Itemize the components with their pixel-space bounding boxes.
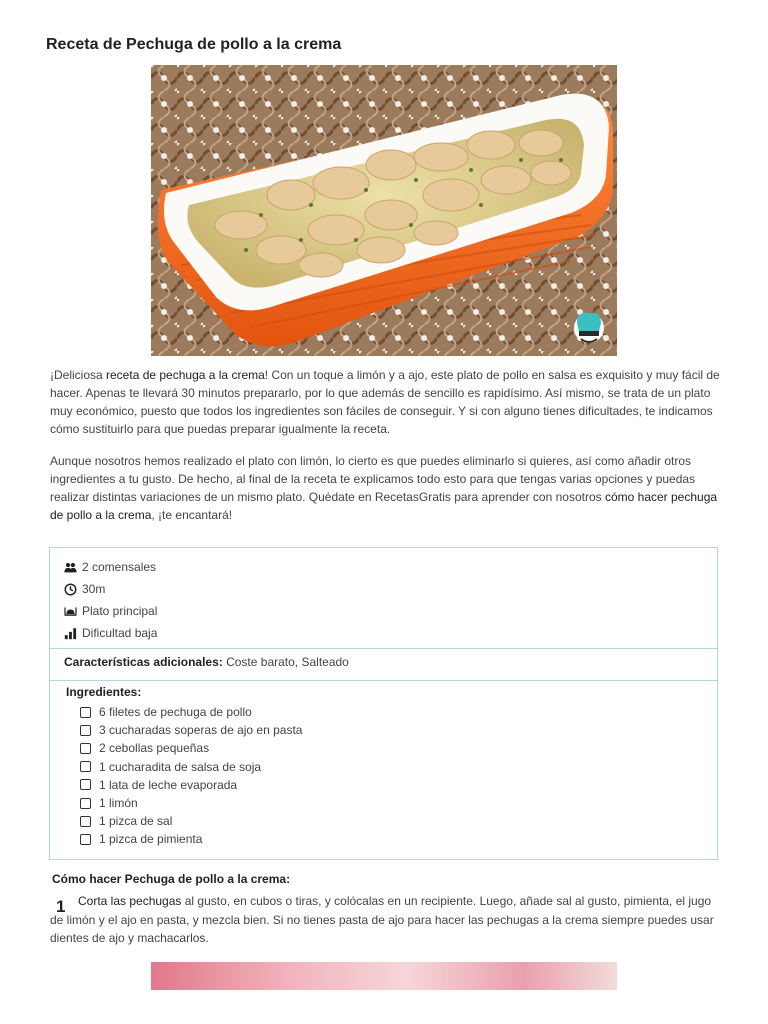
intro-text: ¡Deliciosa <box>50 368 107 382</box>
difficulty-text: Dificultad baja <box>82 626 158 640</box>
how-to-heading: Cómo hacer Pechuga de pollo a la crema: <box>52 872 291 886</box>
ingredient-checkbox[interactable] <box>80 834 91 845</box>
additional-features-value: Coste barato, Salteado <box>226 655 349 669</box>
recipe-info-card <box>49 547 718 860</box>
ingredient-item[interactable] <box>80 739 302 757</box>
ingredient-checkbox[interactable] <box>80 779 91 790</box>
people-icon <box>64 561 77 574</box>
intro-paragraph-1 <box>50 366 720 438</box>
recipe-main-image[interactable] <box>151 65 617 356</box>
meta-category <box>64 600 157 622</box>
category-text: Plato principal <box>82 604 158 618</box>
step-number: 1 <box>56 897 66 916</box>
ingredient-item[interactable] <box>80 794 302 812</box>
additional-features <box>64 655 349 669</box>
ingredient-text: 1 cucharadita de salsa de soja <box>99 759 262 774</box>
intro-text: ! Con un toque a limón y a ajo, este plato de pollo en salsa es exquisito y muy fácil de hacer. Apenas te llevará 30 minutos prepararlo, por lo que además de sencillo es rapidísimo. Así mismo, se trata de un plato muy económico, puesto que todos los ingredientes son fáciles de conseguir. Y si con alguno tienes dificultades, te indicamos cómo sustituirlo para que puedas preparar igualmente la receta. <box>50 368 720 436</box>
ingredient-text: 6 filetes de pechuga de pollo <box>99 705 252 720</box>
ingredient-item[interactable] <box>80 812 302 830</box>
ingredient-text: 1 pizca de pimienta <box>99 832 203 847</box>
how-to-link[interactable]: cómo hacer pechuga de pollo a la crema <box>50 490 718 522</box>
ingredient-text: 1 lata de leche evaporada <box>99 777 238 792</box>
step-1-text <box>50 892 716 948</box>
chef-badge-icon <box>574 313 604 343</box>
card-divider <box>50 680 717 681</box>
meta-time <box>64 578 157 600</box>
meta-servings <box>64 556 157 578</box>
recipe-meta-list <box>64 556 157 644</box>
ingredients-list <box>80 703 302 849</box>
ingredient-checkbox[interactable] <box>80 816 91 827</box>
ingredient-text: 2 cebollas pequeñas <box>99 741 210 756</box>
dish-icon <box>64 605 77 618</box>
dish-illustration <box>151 65 617 356</box>
ingredient-checkbox[interactable] <box>80 725 91 736</box>
meta-difficulty <box>64 622 157 644</box>
additional-features-label: Características adicionales: <box>64 655 223 669</box>
ingredient-checkbox[interactable] <box>80 761 91 772</box>
intro-paragraph-2 <box>50 452 720 524</box>
intro-text: Aunque nosotros hemos realizado el plato con limón, lo cierto es que puedes eliminarlo si quieres, así como añadir otros ingredientes a tu gusto. De hecho, al final de la receta te explicamos todo esto para que tengas varias opciones y puedas realizar distintas variaciones de un mismo plato. Quédate en RecetasGratis para aprender con nosotros <box>50 454 696 504</box>
recipe-link[interactable]: receta de pechuga a la crema <box>106 368 265 382</box>
intro-text: , ¡te encantará! <box>151 508 233 522</box>
ingredient-text: 1 pizca de sal <box>99 814 173 829</box>
ingredient-item[interactable] <box>80 830 302 848</box>
ingredient-checkbox[interactable] <box>80 707 91 718</box>
ingredient-item[interactable] <box>80 721 302 739</box>
time-text: 30m <box>82 582 106 596</box>
clock-icon <box>64 583 77 596</box>
ingredients-heading: Ingredientes: <box>66 685 142 699</box>
ingredient-checkbox[interactable] <box>80 798 91 809</box>
step-1-image[interactable] <box>151 962 617 990</box>
servings-text: 2 comensales <box>82 560 157 574</box>
page-title: Receta de Pechuga de pollo a la crema <box>46 36 342 53</box>
card-divider <box>50 648 717 649</box>
ingredient-text: 3 cucharadas soperas de ajo en pasta <box>99 723 303 738</box>
signal-bars-icon <box>64 627 77 640</box>
step-body: al gusto, en cubos o tiras, y colócalas en un recipiente. Luego, añade sal al gusto, pimienta, el jugo de limón y el ajo en pasta, y mezcla bien. Si no tienes pasta de ajo para hacer las pechugas a la crema siempre puedes usar dientes de ajo y machacarlos. <box>50 894 714 945</box>
ingredient-item[interactable] <box>80 758 302 776</box>
ingredient-checkbox[interactable] <box>80 743 91 754</box>
ingredient-item[interactable] <box>80 703 302 721</box>
ingredient-item[interactable] <box>80 776 302 794</box>
ingredient-text: 1 limón <box>99 796 138 811</box>
step-link[interactable]: Corta las pechugas <box>78 894 182 908</box>
